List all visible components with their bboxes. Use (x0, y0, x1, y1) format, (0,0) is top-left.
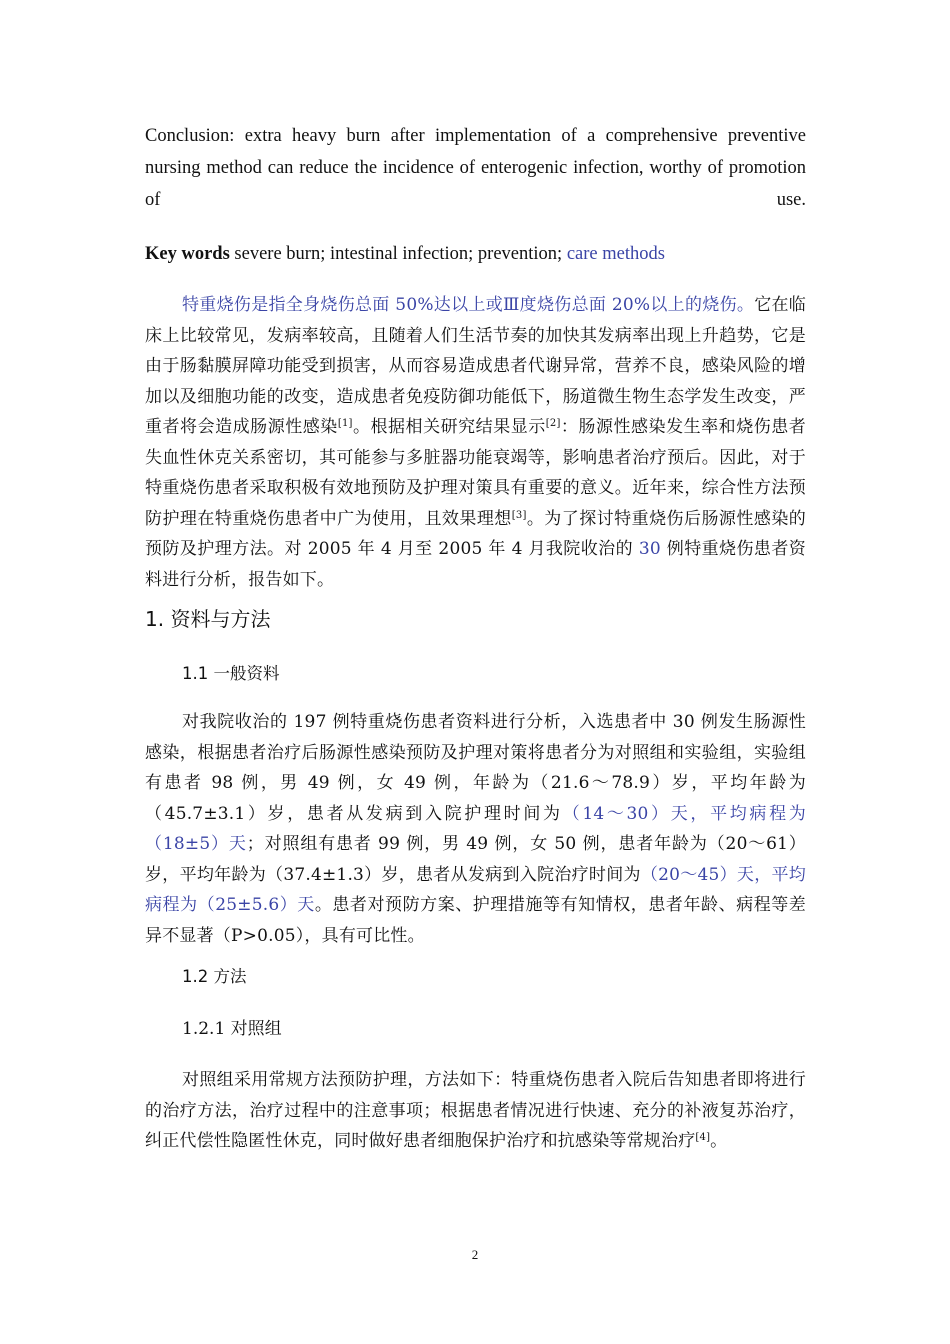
intro-text-3: ：肠源性感染发生率和烧伤患者失血性休克关系密切，其可能参与多脏器功能衰竭等，影响患者治疗预后。因此，对于特重烧伤患者采取积极有效地预防及护理对策具有重要的意义。近年来，综合性方法预防护理在特重烧伤患者中广为使用，且效果理想 (145, 417, 806, 529)
general-text-3: 。患者对预防方案、护理措施等有知情权，患者年龄、病程等差异不显著（P>0.05），具有可比性。 (145, 895, 807, 946)
intro-text-4: 。为了探讨特重烧伤后肠源性感染的预防及护理方法。对 2005 年 4 月至 2005 年 4 月我院收治的 (145, 508, 806, 559)
section-heading-materials-methods: 1. 资料与方法 (145, 607, 271, 631)
general-text-1: 对我院收治的 197 例特重烧伤患者资料进行分析，入选患者中 30 例发生肠源性感染，根据患者治疗后肠源性感染预防及护理对策将患者分为对照组和实验组，实验组有患者 98 例，男 49 例，女 49 例，年龄为（21.6～78.9）岁，平均年龄为（45.7±3.1）岁，患者从发病到入院护理时间为 (145, 712, 806, 824)
intro-paragraph (145, 290, 806, 595)
subsubsection-heading-control: 1.2.1 对照组 (182, 1019, 282, 1039)
abstract-conclusion: Conclusion: extra heavy burn after implementation of a comprehensive preventive nursing method can reduce the incidence of enterogenic infection, worthy of promotion of use. (145, 126, 806, 210)
citation-1: [1] (337, 418, 353, 429)
intro-text-5: 例特重烧伤患者资料进行分析，报告如下。 (145, 539, 806, 590)
subsection-heading-general: 1.1 一般资料 (182, 664, 280, 683)
intro-definition: 特重烧伤是指全身烧伤总面 50%达以上或Ⅲ度烧伤总面 20%以上的烧伤。 (182, 295, 755, 315)
keywords-highlight: care methods (566, 244, 665, 264)
keywords-text: severe burn; intestinal infection; prevention; (229, 244, 567, 264)
keywords (145, 238, 806, 270)
intro-count: 30 (638, 539, 661, 559)
control-text-1: 对照组采用常规方法预防护理，方法如下：特重烧伤患者入院后告知患者即将进行的治疗方法，治疗过程中的注意事项；根据患者情况进行快速、充分的补液复苏治疗，纠正代偿性隐匿性休克，同时做好患者细胞保护治疗和抗感染等常规治疗 (145, 1070, 806, 1151)
citation-3: [3] (511, 509, 527, 521)
keywords-label: Key words (145, 244, 230, 264)
general-highlight-2: （20～45）天，平均病程为（25±5.6）天 (145, 864, 807, 915)
subsection-heading-methods: 1.2 方法 (182, 967, 247, 986)
intro-text-2: 。根据相关研究结果显示 (352, 417, 546, 437)
control-text-2: 。 (710, 1131, 728, 1151)
citation-2: [2] (545, 418, 561, 429)
general-highlight-1: （14～30）天，平均病程为（18±5）天 (145, 803, 806, 854)
general-text-2: ；对照组有患者 99 例，男 49 例，女 50 例，患者年龄为（20～61）岁，平均年龄为（37.4±1.3）岁，患者从发病到入院治疗时间为 (145, 834, 806, 885)
page-number: 2 (471, 1247, 479, 1262)
citation-4: [4] (695, 1132, 711, 1143)
intro-text-1: 它在临床上比较常见，发病率较高，且随着人们生活节奏的加快其发病率出现上升趋势，它是由于肠黏膜屏障功能受到损害，从而容易造成患者代谢异常，营养不良，感染风险的增加以及细胞功能的改变，造成患者免疫防御功能低下，肠道微生物生态学发生改变，严重者将会造成肠源性感染 (145, 295, 806, 437)
control-group-paragraph (145, 1065, 806, 1157)
general-data-paragraph (145, 707, 806, 951)
